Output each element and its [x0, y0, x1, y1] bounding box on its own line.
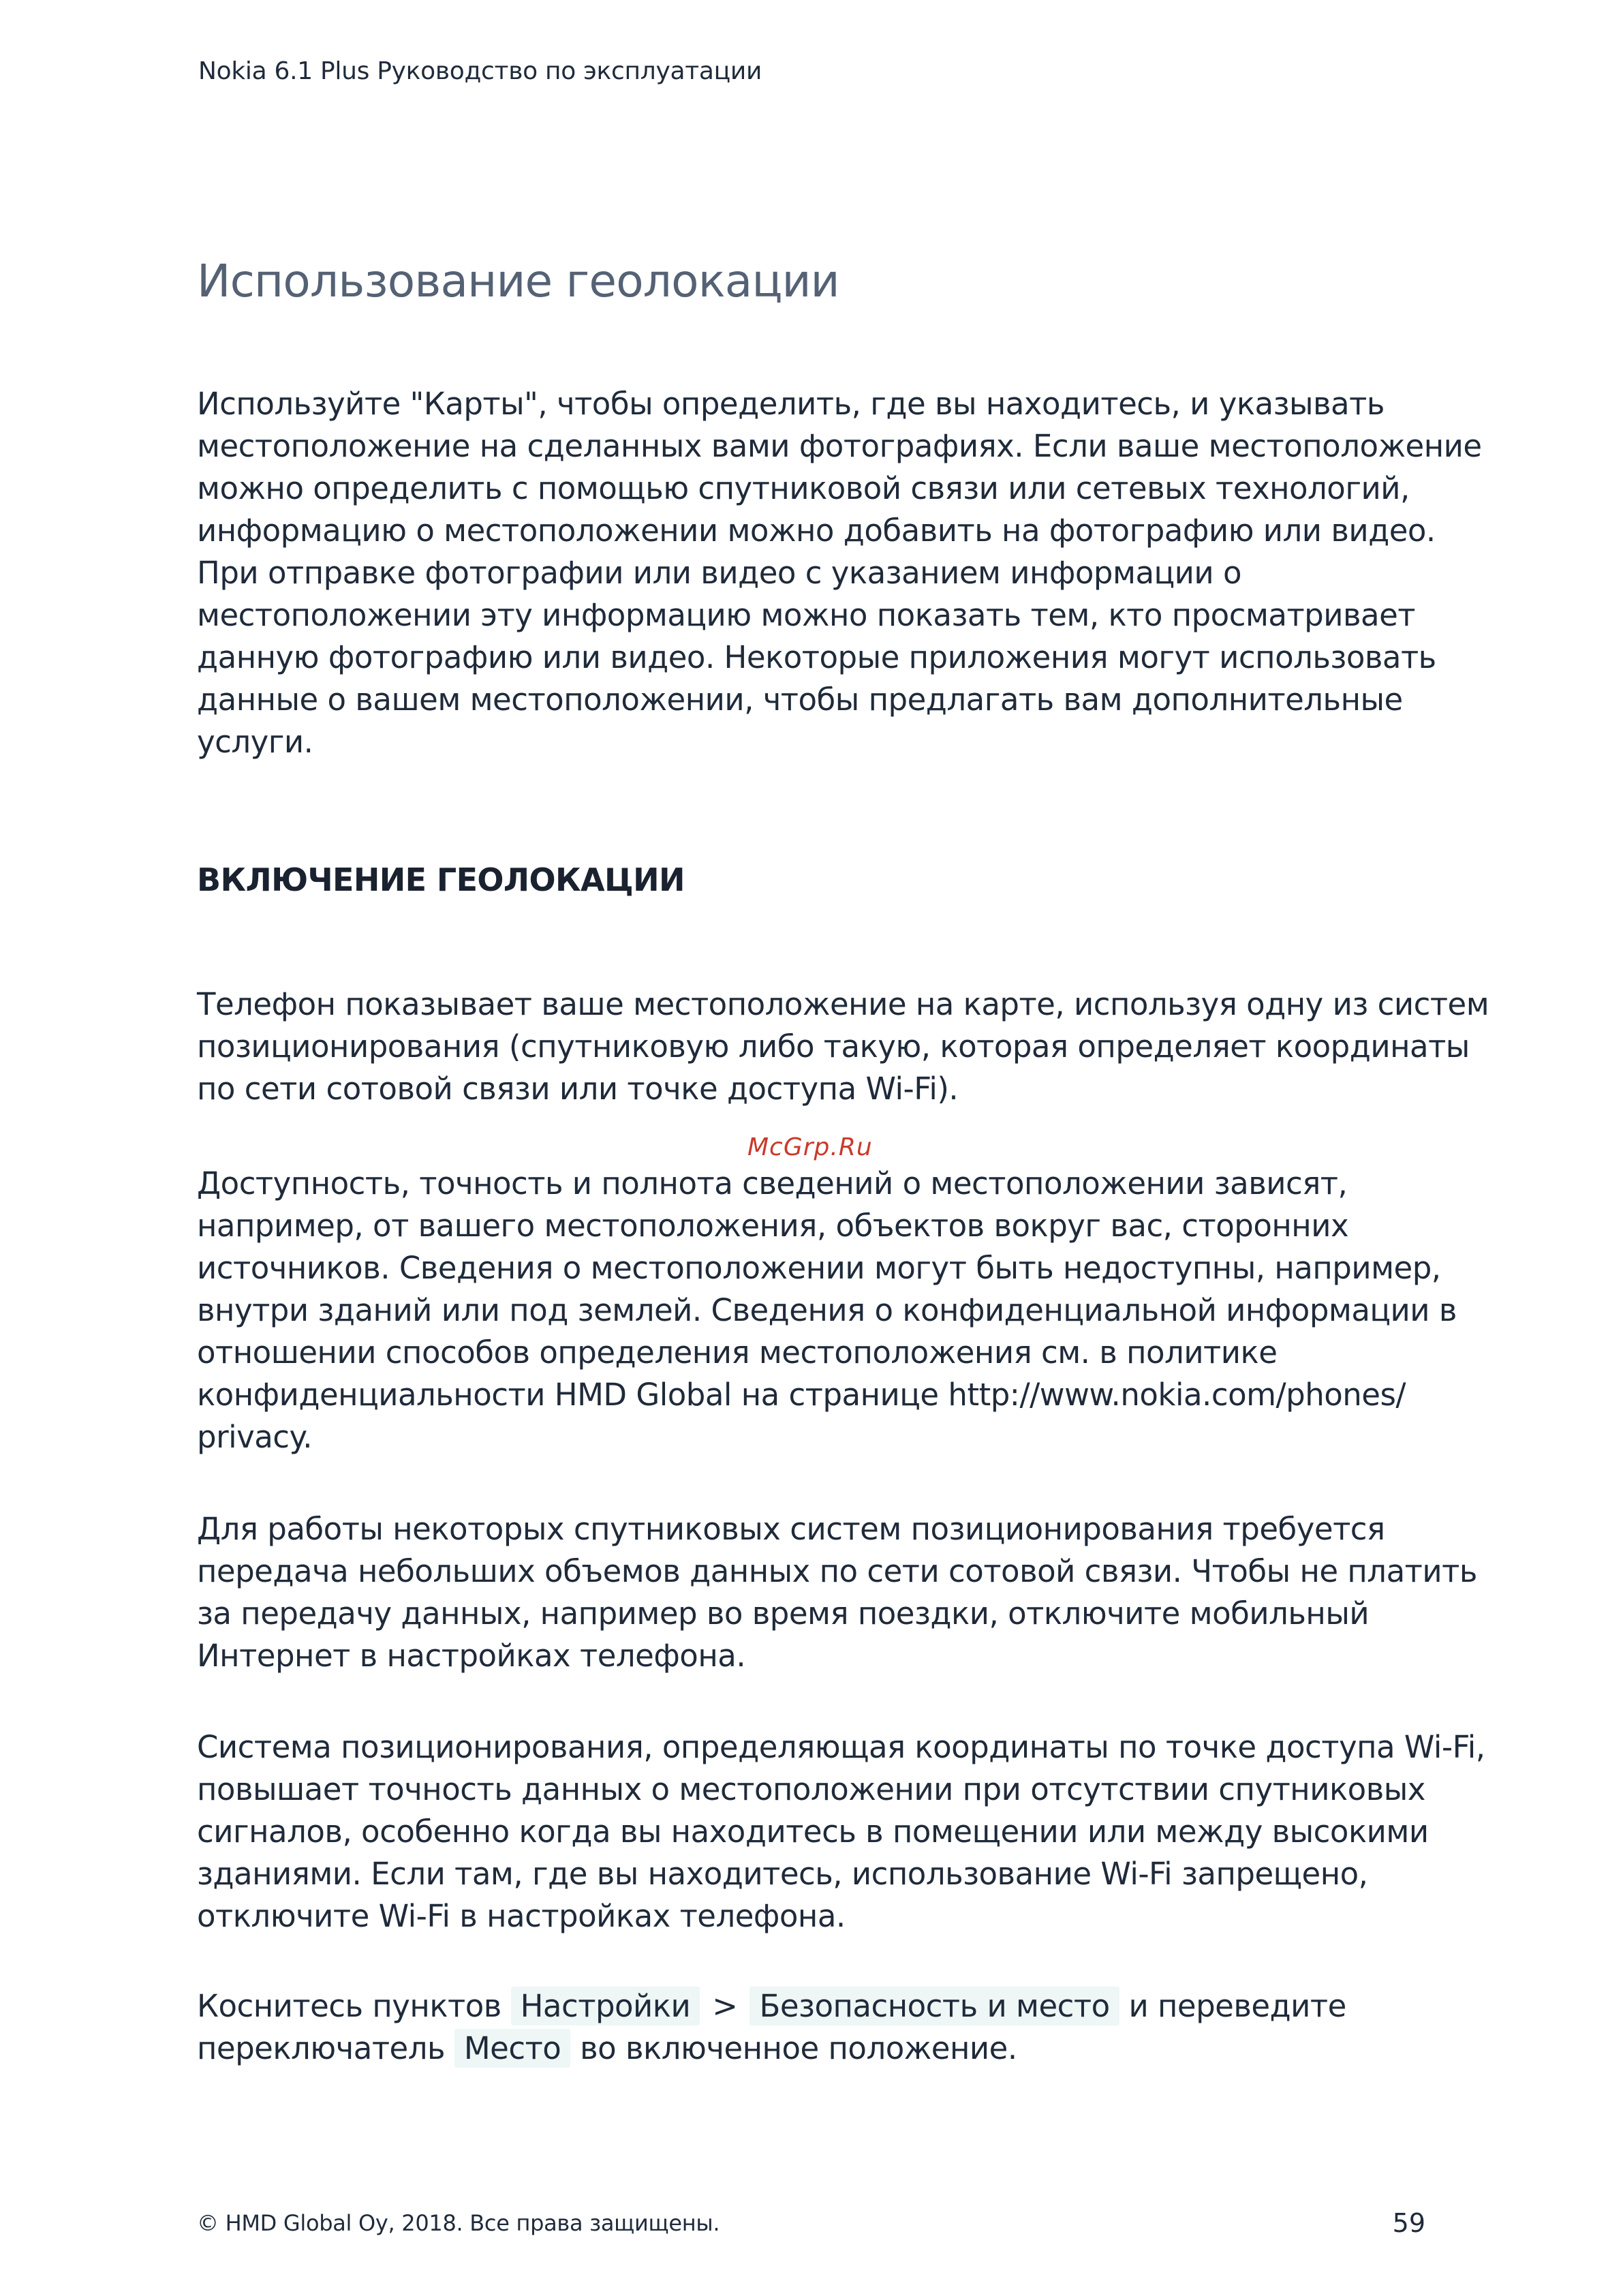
instruction-suffix: во включенное положение. — [580, 2030, 1017, 2066]
text-line: данные о вашем местоположении, чтобы предлагать вам дополнительные — [197, 682, 1403, 718]
instruction-line — [197, 2027, 1457, 2070]
text-line: конфиденциальности HMD Global на странице http://www.nokia.com/phones/ — [197, 1377, 1406, 1413]
text-line: за передачу данных, например во время поездки, отключите мобильный — [197, 1595, 1370, 1632]
text-line: повышает точность данных о местоположении при отсутствии спутниковых — [197, 1771, 1425, 1807]
text-line: по сети сотовой связи или точке доступа Wi-Fi). — [197, 1071, 959, 1107]
settings-term: Настройки — [511, 1987, 700, 2025]
text-line: отключите Wi-Fi в настройках телефона. — [197, 1898, 846, 1934]
text-line: источников. Сведения о местоположении могут быть недоступны, например, — [197, 1250, 1441, 1286]
text-line: услуги. — [197, 724, 313, 760]
security-location-term: Безопасность и место — [749, 1987, 1119, 2025]
positioning-paragraph — [197, 983, 1489, 1110]
text-line: Используйте "Карты", чтобы определить, где вы находитесь, и указывать — [197, 386, 1385, 422]
text-line: privacy. — [197, 1419, 313, 1455]
text-line: например, от вашего местоположения, объектов вокруг вас, сторонних — [197, 1208, 1349, 1244]
page-title: Использование геолокации — [197, 255, 839, 307]
text-line: Доступность, точность и полнота сведений о местоположении зависят, — [197, 1165, 1348, 1201]
text-line: позиционирования (спутниковую либо такую, которая определяет координаты — [197, 1028, 1470, 1065]
watermark: McGrp.Ru — [747, 1133, 873, 1161]
text-line: отношении способов определения местоположения см. в политике — [197, 1334, 1278, 1371]
footer-copyright: © HMD Global Oy, 2018. Все права защищены. — [197, 2210, 720, 2236]
text-line: При отправке фотографии или видео с указанием информации о — [197, 555, 1241, 591]
instruction-line — [197, 1985, 1457, 2027]
text-line: передача небольших объемов данных по сети сотовой связи. Чтобы не платить — [197, 1553, 1477, 1589]
text-line: данную фотографию или видео. Некоторые приложения могут использовать — [197, 639, 1436, 675]
instruction-prefix: Коснитесь пунктов — [197, 1988, 501, 2024]
location-term: Место — [454, 2029, 571, 2068]
text-line: Для работы некоторых спутниковых систем позиционирования требуется — [197, 1511, 1385, 1547]
text-line: местоположении эту информацию можно показать тем, кто просматривает — [197, 597, 1415, 633]
text-line: Система позиционирования, определяющая координаты по точке доступа Wi-Fi, — [197, 1729, 1485, 1765]
accuracy-paragraph — [197, 1163, 1457, 1458]
text-line: можно определить с помощью спутниковой связи или сетевых технологий, — [197, 470, 1410, 506]
text-line: информацию о местоположении можно добавить на фотографию или видео. — [197, 512, 1436, 549]
text-line: Телефон показывает ваше местоположение на карте, используя одну из систем — [197, 986, 1489, 1022]
text-line: сигналов, особенно когда вы находитесь в помещении или между высокими — [197, 1813, 1429, 1850]
section-heading: ВКЛЮЧЕНИЕ ГЕОЛОКАЦИИ — [197, 861, 685, 898]
page-number: 59 — [1392, 2208, 1425, 2238]
text-line: Интернет в настройках телефона. — [197, 1638, 746, 1674]
running-header: Nokia 6.1 Plus Руководство по эксплуатации — [198, 57, 762, 85]
data-usage-paragraph — [197, 1508, 1477, 1677]
path-separator: > — [712, 1988, 738, 2024]
wifi-positioning-paragraph — [197, 1726, 1485, 1938]
instruction-paragraph — [197, 1985, 1457, 2070]
intro-paragraph — [197, 383, 1482, 763]
text-line: внутри зданий или под землей. Сведения о конфиденциальной информации в — [197, 1292, 1457, 1328]
text-line: местоположение на сделанных вами фотографиях. Если ваше местоположение — [197, 428, 1482, 464]
instruction-line2-prefix: переключатель — [197, 2030, 446, 2066]
text-line: зданиями. Если там, где вы находитесь, использование Wi-Fi запрещено, — [197, 1856, 1368, 1892]
instruction-middle: и переведите — [1128, 1988, 1346, 2024]
